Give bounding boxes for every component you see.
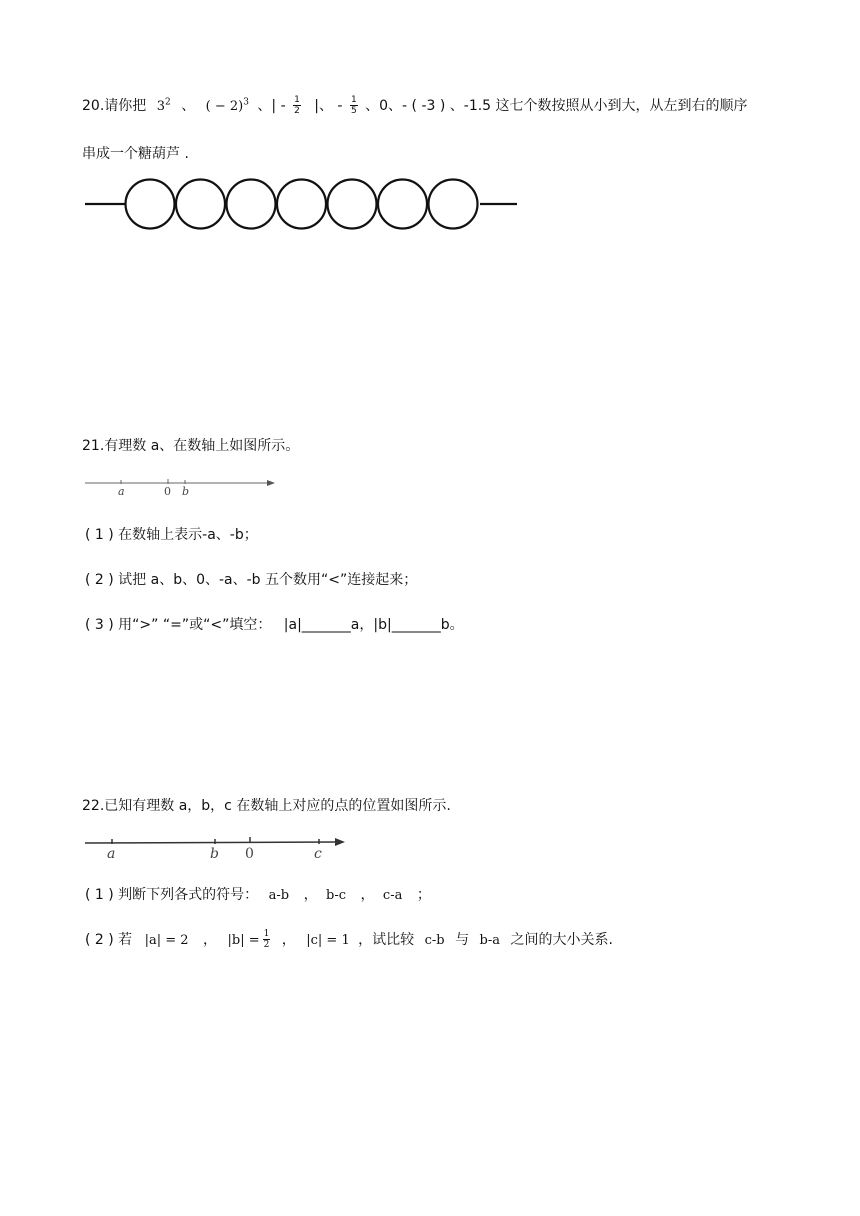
q20-fraction-fifth: $\frac{1}{5}$ bbox=[350, 94, 357, 116]
q20-prefix: 20.请你把 bbox=[82, 98, 147, 114]
q22-fraction-half: $\frac{1}{2}$ bbox=[263, 929, 270, 950]
q22-label-c: c bbox=[314, 846, 322, 862]
q21-part2: ( 2 ) 试把 a、b、0、-a、-b 五个数用“<”连接起来； bbox=[85, 572, 418, 588]
q20-sep3: |、 - bbox=[314, 98, 343, 114]
q21-part1: ( 1 ) 在数轴上表示-a、-b； bbox=[85, 527, 258, 543]
q22-compare-suffix: 之间的大小关系. bbox=[510, 932, 613, 948]
haw-circle-1 bbox=[126, 180, 175, 229]
q22-label-zero: 0 bbox=[245, 846, 254, 862]
q22-abs-a: |a| = 2 bbox=[144, 933, 189, 948]
q22-compare-prefix: ，试比较 bbox=[358, 932, 415, 948]
q21-label-b: b bbox=[182, 485, 190, 498]
q22-expr-a-minus-b: a-b bbox=[268, 888, 290, 903]
q21-part3-prefix: ( 3 ) 用“>” “=”或“<”填空： bbox=[85, 617, 272, 633]
q22-expr-b-minus-c: b-c bbox=[326, 888, 347, 903]
q22-comma-2: ， bbox=[360, 887, 375, 903]
q20-fraction-half: $\frac{1}{2}$ bbox=[294, 94, 300, 116]
q21-part3-blanks: |a|_______a，|b|_______b。 bbox=[283, 617, 464, 633]
q22-comma-4: ， bbox=[281, 932, 296, 948]
q22-expr-c-minus-b: c-b bbox=[424, 933, 445, 948]
q20-item-3-squared: $3^2$ bbox=[156, 97, 171, 114]
q22-comma-3: ， bbox=[203, 932, 218, 948]
haw-circle-4 bbox=[277, 180, 326, 229]
q21-title: 21.有理数 a、在数轴上如图所示。 bbox=[82, 438, 300, 454]
q20-sep1: 、 bbox=[181, 98, 196, 114]
q22-number-line bbox=[85, 832, 355, 862]
haw-circle-6 bbox=[378, 180, 427, 229]
q22-label-b: b bbox=[210, 846, 219, 862]
q20-line1 bbox=[82, 95, 748, 117]
q22-semicolon: ； bbox=[416, 887, 431, 903]
q22-part1-prefix: ( 1 ) 判断下列各式的符号： bbox=[85, 887, 259, 903]
q21-number-line bbox=[85, 474, 285, 498]
q22-axis-arrow bbox=[335, 838, 345, 846]
q21-part3 bbox=[85, 614, 464, 634]
q22-expr-c-minus-a: c-a bbox=[382, 888, 403, 903]
q22-part2-prefix: ( 2 ) 若 bbox=[85, 932, 133, 948]
q21-label-zero: 0 bbox=[164, 485, 171, 498]
q22-label-a: a bbox=[107, 846, 116, 862]
q22-comma-1: ， bbox=[303, 887, 318, 903]
q20-item-neg2-cubed: ( − 2)$^3$ bbox=[205, 97, 249, 114]
q22-abs-b: |b| = $\frac{1}{2}$ bbox=[227, 929, 270, 950]
q20-suffix: 、0、- ( -3 ) 、-1.5 这七个数按照从小到大，从左到右的顺序 bbox=[365, 98, 748, 114]
haw-circle-3 bbox=[227, 180, 276, 229]
q22-part1 bbox=[85, 884, 431, 904]
haw-circle-5 bbox=[328, 180, 377, 229]
haw-circle-2 bbox=[176, 180, 225, 229]
q21-axis-arrow bbox=[267, 480, 275, 486]
q20-line2: 串成一个糖葫芦 . bbox=[82, 146, 189, 162]
q22-abs-c: |c| = 1 bbox=[306, 933, 350, 948]
q22-axis-line bbox=[85, 842, 337, 843]
q20-sep2: 、| - bbox=[257, 98, 286, 114]
q22-title: 22.已知有理数 a，b，c 在数轴上对应的点的位置如图所示. bbox=[82, 798, 451, 814]
q22-with: 与 bbox=[455, 932, 470, 948]
q22-part2 bbox=[85, 929, 613, 951]
q22-expr-b-minus-a: b-a bbox=[479, 933, 500, 948]
candied-haws-diagram bbox=[85, 175, 525, 235]
q21-label-a: a bbox=[118, 485, 125, 498]
haw-circle-7 bbox=[429, 180, 478, 229]
